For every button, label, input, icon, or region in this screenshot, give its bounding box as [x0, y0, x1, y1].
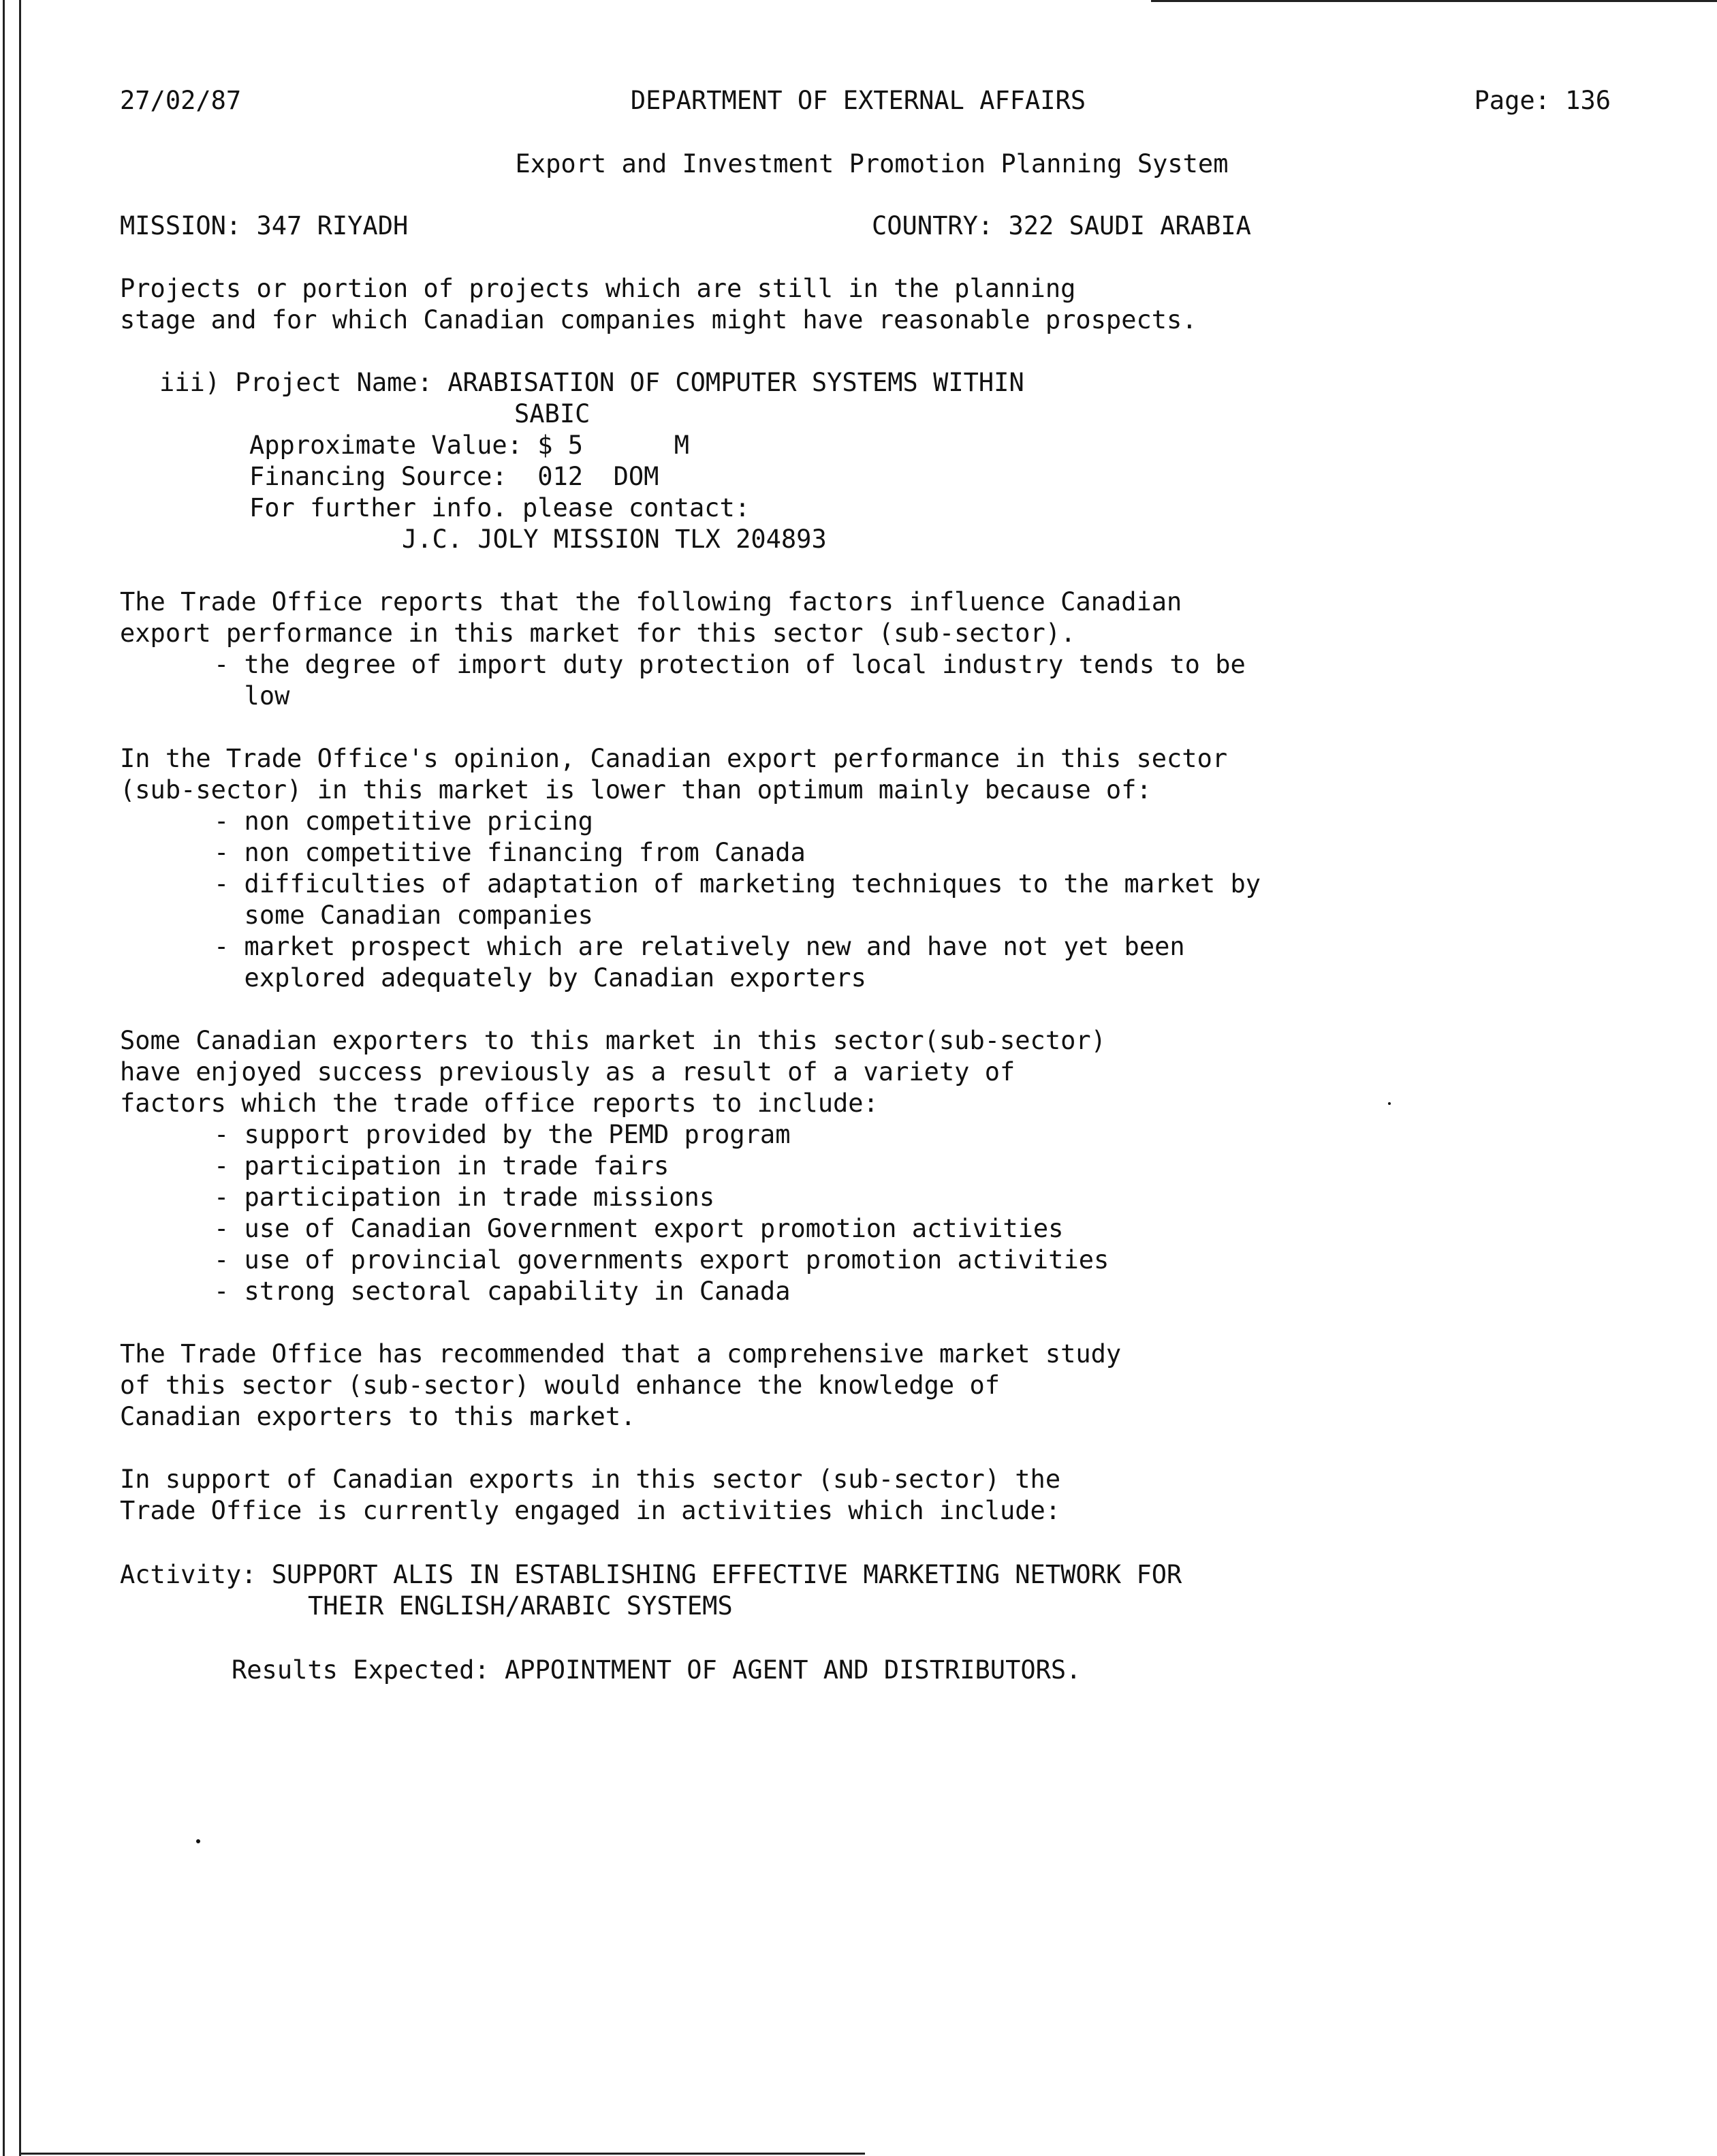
- recommendation-line-2: of this sector (sub-sector) would enhance the knowledge of: [120, 1371, 1001, 1400]
- activity-line-1: Activity: SUPPORT ALIS IN ESTABLISHING EFFECTIVE MARKETING NETWORK FOR: [120, 1560, 1182, 1589]
- activity-line-2: THEIR ENGLISH/ARABIC SYSTEMS: [308, 1591, 733, 1621]
- opinion-bullet: - non competitive pricing: [214, 807, 593, 836]
- scan-speck: [1388, 1102, 1391, 1105]
- factors-intro-1: The Trade Office reports that the following factors influence Canadian: [120, 587, 1182, 616]
- intro-line-2: stage and for which Canadian companies might have reasonable prospects.: [120, 305, 1197, 334]
- financing-source: Financing Source: 012 DOM: [249, 462, 659, 491]
- intro-line-1: Projects or portion of projects which are still in the planning: [120, 274, 1076, 303]
- mission-label: MISSION: 347 RIYADH: [120, 211, 409, 240]
- recommendation-line-1: The Trade Office has recommended that a comprehensive market study: [120, 1339, 1122, 1369]
- support-line-2: Trade Office is currently engaged in activities which include:: [120, 1496, 1061, 1525]
- factors-bullet: low: [214, 681, 290, 710]
- system-title: Export and Investment Promotion Planning System: [515, 149, 1229, 178]
- report-date: 27/02/87: [120, 86, 242, 115]
- left-margin-rule: [3, 0, 5, 2156]
- success-intro-1: Some Canadian exporters to this market in this sector(sub-sector): [120, 1026, 1106, 1055]
- contact-label: For further info. please contact:: [249, 493, 751, 522]
- scan-speck: [196, 1839, 200, 1843]
- contact-details: J.C. JOLY MISSION TLX 204893: [402, 525, 827, 554]
- department-title: DEPARTMENT OF EXTERNAL AFFAIRS: [630, 86, 1086, 115]
- factors-intro-2: export performance in this market for this sector (sub-sector).: [120, 619, 1076, 648]
- project-name-line-2: SABIC: [514, 399, 590, 428]
- success-bullet: - use of Canadian Government export promotion activities: [214, 1214, 1064, 1243]
- project-name-line-1: iii) Project Name: ARABISATION OF COMPUTER SYSTEMS WITHIN: [159, 368, 1024, 397]
- country-label: COUNTRY: 322 SAUDI ARABIA: [872, 211, 1251, 240]
- success-intro-2: have enjoyed success previously as a result of a variety of: [120, 1057, 1015, 1087]
- left-margin-rule-inner: [19, 0, 21, 2156]
- recommendation-line-3: Canadian exporters to this market.: [120, 1402, 636, 1431]
- opinion-bullet: some Canadian companies: [214, 901, 593, 930]
- results-expected: Results Expected: APPOINTMENT OF AGENT AND DISTRIBUTORS.: [232, 1655, 1082, 1685]
- success-intro-3: factors which the trade office reports to include:: [120, 1089, 879, 1118]
- support-line-1: In support of Canadian exports in this sector (sub-sector) the: [120, 1465, 1061, 1494]
- success-bullet: - use of provincial governments export promotion activities: [214, 1245, 1109, 1275]
- success-bullet: - support provided by the PEMD program: [214, 1120, 791, 1149]
- opinion-bullet: explored adequately by Canadian exporters: [214, 963, 866, 993]
- factors-bullet: - the degree of import duty protection of local industry tends to be: [214, 650, 1246, 679]
- opinion-intro-1: In the Trade Office's opinion, Canadian export performance in this sector: [120, 744, 1228, 773]
- page-number: Page: 136: [1474, 86, 1611, 115]
- success-bullet: - participation in trade fairs: [214, 1151, 670, 1181]
- opinion-bullet: - difficulties of adaptation of marketing techniques to the market by: [214, 869, 1261, 899]
- bottom-edge-rule: [20, 2153, 865, 2155]
- opinion-bullet: - non competitive financing from Canada: [214, 838, 806, 867]
- top-edge-rule: [1151, 0, 1717, 2]
- opinion-intro-2: (sub-sector) in this market is lower than optimum mainly because of:: [120, 775, 1152, 804]
- opinion-bullet: - market prospect which are relatively new and have not yet been: [214, 932, 1185, 961]
- project-value: Approximate Value: $ 5 M: [249, 431, 690, 460]
- success-bullet: - strong sectoral capability in Canada: [214, 1277, 791, 1306]
- success-bullet: - participation in trade missions: [214, 1183, 715, 1212]
